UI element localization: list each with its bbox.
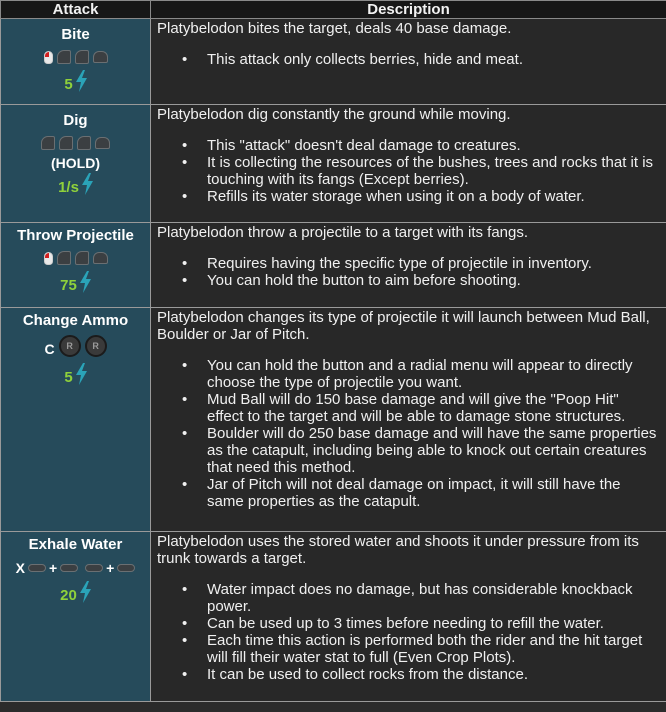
control-icons bbox=[1, 49, 150, 65]
list-item: • You can hold the button to aim before shooting. bbox=[207, 272, 658, 289]
description-cell-dig bbox=[151, 105, 666, 223]
stamina-cost bbox=[1, 69, 150, 93]
left-bumper-icon bbox=[28, 564, 46, 572]
table-row bbox=[1, 308, 666, 532]
plus-icon: + bbox=[106, 560, 115, 576]
list-item: • Each time this action is performed both the rider and the hit target will fill their water stat to full (Even Crop Plots). bbox=[207, 632, 658, 666]
attack-name: Change Ammo bbox=[22, 312, 129, 329]
left-trigger-icon bbox=[57, 251, 71, 265]
description-cell-change-ammo bbox=[151, 308, 666, 532]
list-item: • This attack only collects berries, hide and meat. bbox=[207, 51, 658, 68]
stamina-cost bbox=[1, 172, 150, 196]
header-description: Description bbox=[151, 1, 666, 19]
table-row bbox=[1, 105, 666, 223]
stamina-bolt-icon bbox=[76, 70, 87, 92]
list-item: • You can hold the button and a radial menu will appear to directly choose the type of projectile you want. bbox=[207, 357, 658, 391]
control-icons bbox=[1, 334, 150, 358]
description-intro: Platybelodon changes its type of projectile it will launch between Mud Ball, Boulder or Jar of Pitch. bbox=[157, 309, 650, 343]
control-icons bbox=[1, 560, 150, 576]
right-stick-icon: R bbox=[59, 335, 81, 357]
stamina-value: 1/s bbox=[58, 178, 79, 196]
key-letter: X bbox=[15, 560, 25, 576]
list-item: • Boulder will do 250 base damage and will have the same properties as the catapult, including being able to knock out certain creatures that need this method. bbox=[207, 425, 658, 476]
stamina-cost bbox=[1, 580, 150, 604]
control-icons bbox=[1, 135, 150, 151]
attack-name: Throw Projectile bbox=[17, 227, 134, 244]
list-item: • Mud Ball will do 150 base damage and will give the "Poop Hit" effect to the target and will be able to damage stone structures. bbox=[207, 391, 658, 425]
attack-name: Dig bbox=[63, 112, 88, 129]
stamina-cost bbox=[1, 270, 150, 294]
right-trigger-icon bbox=[75, 50, 89, 64]
description-intro: Platybelodon uses the stored water and shoots it under pressure from its trunk towards a target. bbox=[157, 533, 639, 567]
stamina-cost bbox=[1, 362, 150, 386]
table-row bbox=[1, 532, 666, 702]
attack-cell-change-ammo bbox=[1, 308, 151, 532]
list-item: • Can be used up to 3 times before needing to refill the water. bbox=[207, 615, 658, 632]
stamina-bolt-icon bbox=[80, 271, 91, 293]
stamina-value: 5 bbox=[64, 368, 73, 386]
table-row bbox=[1, 19, 666, 105]
stamina-value: 5 bbox=[64, 75, 73, 93]
table-row bbox=[1, 223, 666, 308]
left-bumper-alt-icon bbox=[85, 564, 103, 572]
description-bullets bbox=[151, 581, 666, 683]
description-bullets bbox=[151, 357, 666, 510]
description-cell-throw-projectile bbox=[151, 223, 666, 308]
list-item: • Requires having the specific type of projectile in inventory. bbox=[207, 255, 658, 272]
stamina-bolt-icon bbox=[80, 581, 91, 603]
attack-name: Exhale Water bbox=[28, 536, 123, 553]
description-bullets bbox=[151, 137, 666, 205]
key-letter: C bbox=[44, 341, 55, 357]
bumper-icon bbox=[93, 51, 108, 63]
attack-cell-dig bbox=[1, 105, 151, 223]
right-stick-alt-icon: R bbox=[85, 335, 107, 357]
list-item: • Refills its water storage when using it on a body of water. bbox=[207, 188, 658, 205]
description-intro: Platybelodon dig constantly the ground while moving. bbox=[157, 106, 511, 123]
list-item: • Jar of Pitch will not deal damage on impact, it will still have the same properties as the catapult. bbox=[207, 476, 658, 510]
attack-cell-throw-projectile bbox=[1, 223, 151, 308]
control-icons bbox=[1, 250, 150, 266]
list-item: • This "attack" doesn't deal damage to creatures. bbox=[207, 137, 658, 154]
list-item: • It can be used to collect rocks from the distance. bbox=[207, 666, 658, 683]
right-trigger-icon bbox=[75, 251, 89, 265]
left-trigger-icon bbox=[41, 136, 55, 150]
left-trigger-icon bbox=[57, 50, 71, 64]
description-intro: Platybelodon bites the target, deals 40 base damage. bbox=[157, 20, 512, 37]
right-trigger-icon bbox=[59, 136, 73, 150]
left-mouse-icon bbox=[44, 252, 53, 265]
left-trigger-alt-icon bbox=[77, 136, 91, 150]
attack-name: Bite bbox=[61, 26, 90, 43]
header-attack: Attack bbox=[1, 1, 151, 19]
stamina-value: 20 bbox=[60, 586, 77, 604]
description-bullets bbox=[151, 255, 666, 289]
list-item: • Water impact does no damage, but has considerable knockback power. bbox=[207, 581, 658, 615]
plus-icon: + bbox=[48, 560, 58, 576]
bumper-icon bbox=[95, 137, 110, 149]
description-cell-bite bbox=[151, 19, 666, 105]
stamina-bolt-icon bbox=[76, 363, 87, 385]
stamina-value: 75 bbox=[60, 276, 77, 294]
stamina-bolt-icon bbox=[82, 173, 93, 195]
attack-cell-exhale-water bbox=[1, 532, 151, 702]
hold-label: (HOLD) bbox=[51, 155, 100, 171]
attack-cell-bite bbox=[1, 19, 151, 105]
left-mouse-icon bbox=[44, 51, 53, 64]
description-bullets bbox=[151, 51, 666, 68]
description-intro: Platybelodon throw a projectile to a target with its fangs. bbox=[157, 224, 529, 241]
description-cell-exhale-water bbox=[151, 532, 666, 702]
right-bumper-icon bbox=[60, 564, 78, 572]
bumper-icon bbox=[93, 252, 108, 264]
right-bumper-alt-icon bbox=[117, 564, 135, 572]
list-item: • It is collecting the resources of the bushes, trees and rocks that it is touching with its fangs (Except berries). bbox=[207, 154, 658, 188]
table-header-row bbox=[1, 1, 666, 19]
